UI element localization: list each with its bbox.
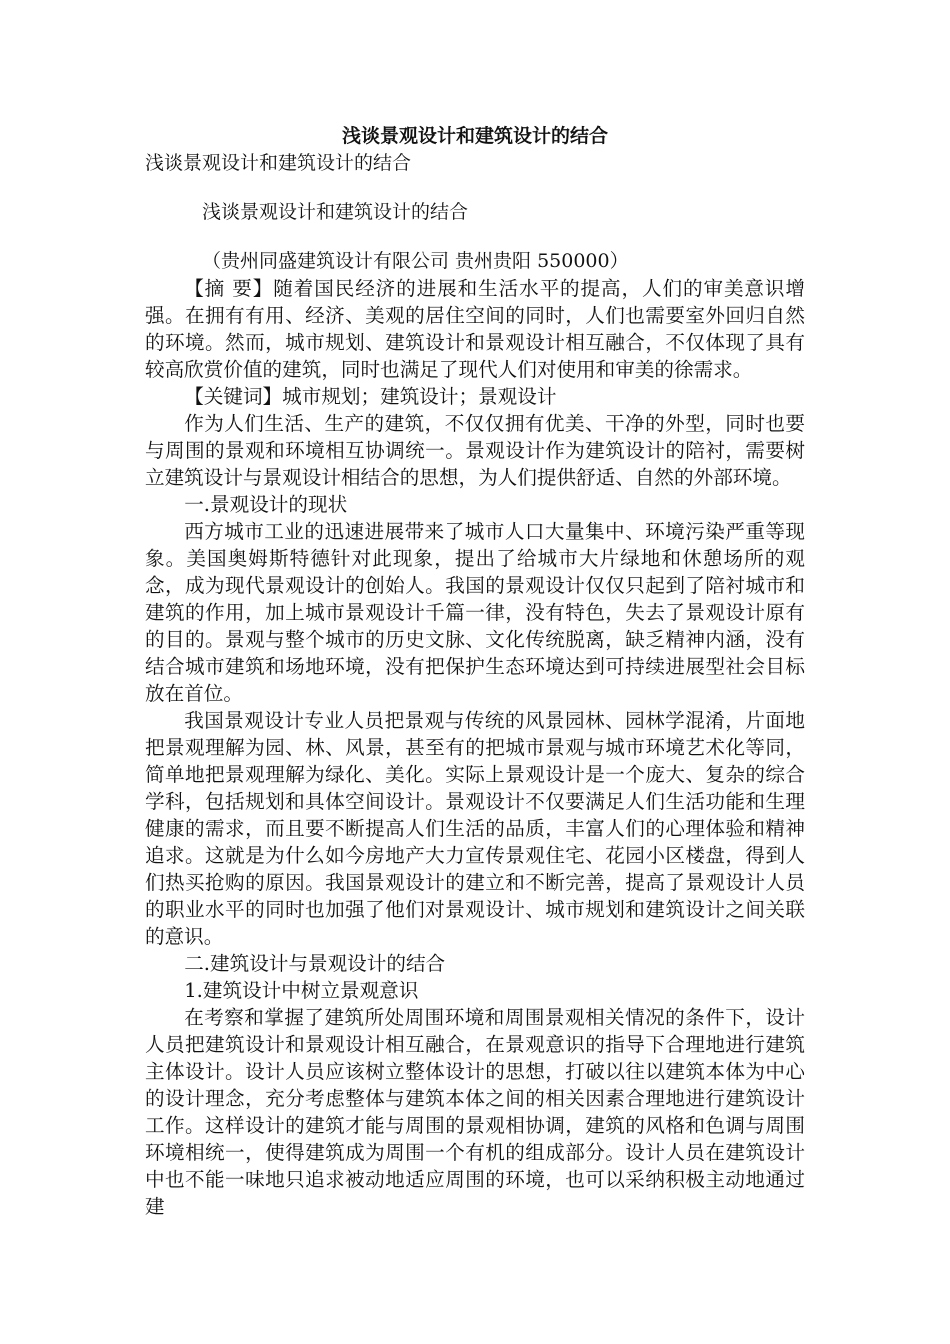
subsection-heading: 1.建筑设计中树立景观意识 (184, 979, 419, 1002)
subtitle-indented: 浅谈景观设计和建筑设计的结合 (202, 201, 469, 223)
keywords-paragraph: 【关键词】城市规划；建筑设计；景观设计 (184, 385, 557, 408)
abstract-paragraph: 【摘 要】随着国民经济的进展和生活水平的提高，人们的审美意识增强。在拥有有用、经济、美观的居住空间的同时，人们也需要室外回归自然的环境。然而，城市规划、建筑设计和景观设计相互融合，不仅体现了具有较高欣赏价值的建筑，同时也满足了现代人们对使用和审美的徐需求。 (145, 277, 805, 381)
document-page (145, 122, 805, 1220)
body-paragraph: 我国景观设计专业人员把景观与传统的风景园林、园林学混淆，片面地把景观理解为园、林、风景，甚至有的把城市景观与城市环境艺术化等同，简单地把景观理解为绿化、美化。实际上景观设计是一个庞大、复杂的综合学科，包括规划和具体空间设计。景观设计不仅要满足人们生活功能和生理健康的需求，而且要不断提高人们生活的品质，丰富人们的心理体验和精神追求。这就是为什么如今房地产大力宣传景观住宅、花园小区楼盘，得到人们热买抢购的原因。我国景观设计的建立和不断完善，提高了景观设计人员的职业水平的同时也加强了他们对景观设计、城市规划和建筑设计之间关联的意识。 (145, 709, 805, 948)
body-paragraph: 在考察和掌握了建筑所处周围环境和周围景观相关情况的条件下，设计人员把建筑设计和景观设计相互融合，在景观意识的指导下合理地进行建筑主体设计。设计人员应该树立整体设计的思想，打破以往以建筑本体为中心的设计理念，充分考虑整体与建筑本体之间的相关因素合理地进行建筑设计工作。这样设计的建筑才能与周围的景观相协调，建筑的风格和色调与周围环境相统一，使得建筑成为周围一个有机的组成部分。设计人员在建筑设计中也不能一味地只追求被动地适应周围的环境，也可以采纳积极主动地通过建 (145, 1006, 805, 1218)
subtitle-line: 浅谈景观设计和建筑设计的结合 (145, 152, 412, 174)
document-title: 浅谈景观设计和建筑设计的结合 (341, 125, 608, 147)
body-paragraph: 作为人们生活、生产的建筑，不仅仅拥有优美、干净的外型，同时也要与周围的景观和环境相互协调统一。景观设计作为建筑设计的陪衬，需要树立建筑设计与景观设计相结合的思想，为人们提供舒适、自然的外部环境。 (145, 412, 805, 489)
section-heading: 一.景观设计的现状 (184, 493, 348, 516)
affiliation: （贵州同盛建筑设计有限公司 贵州贵阳 550000） (202, 250, 629, 272)
body-paragraph: 西方城市工业的迅速进展带来了城市人口大量集中、环境污染严重等现象。美国奥姆斯特德针对此现象，提出了给城市大片绿地和休憩场所的观念，成为现代景观设计的创始人。我国的景观设计仅仅只起到了陪衬城市和建筑的作用，加上城市景观设计千篇一律，没有特色，失去了景观设计原有的目的。景观与整个城市的历史文脉、文化传统脱离，缺乏精神内涵，没有结合城市建筑和场地环境，没有把保护生态环境达到可持续进展型社会目标放在首位。 (145, 520, 805, 705)
section-heading: 二.建筑设计与景观设计的结合 (184, 952, 446, 975)
